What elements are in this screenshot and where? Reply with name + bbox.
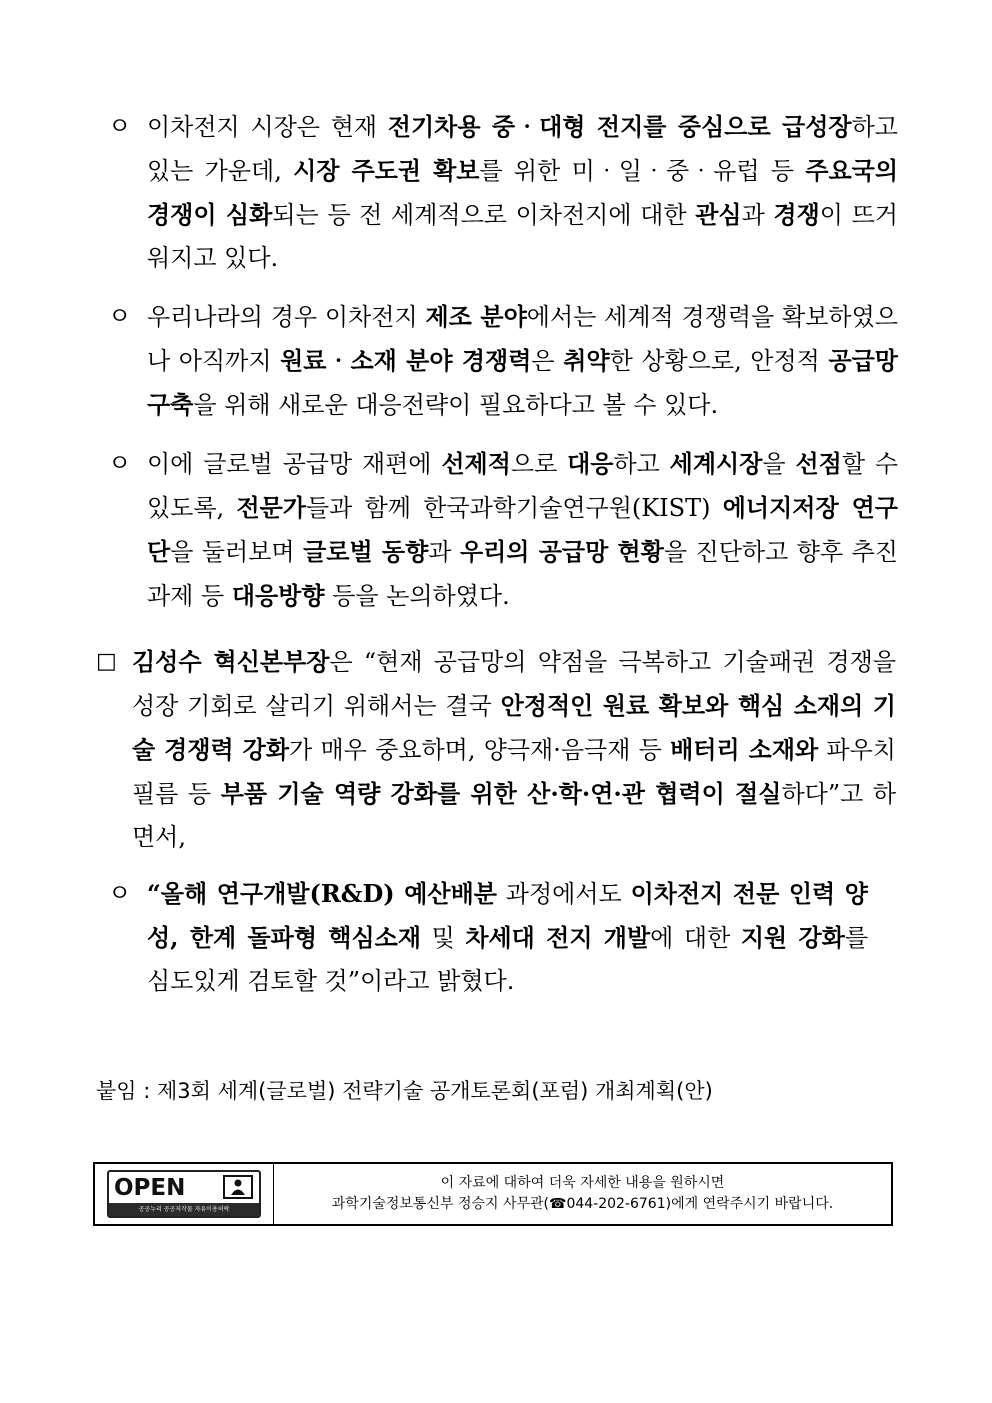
emphasis-text: 안정적인 원료 확보와 핵심 소재의 기술 경쟁력 강화 [132, 691, 896, 764]
emphasis-text: 부품 기술 역량 강화를 위한 산·학·연·관 협력이 절실 [220, 779, 782, 808]
emphasis-text: 취약 [563, 346, 610, 375]
body-text: 과 [428, 538, 460, 566]
body-text: 하다”고 하면서, [132, 780, 897, 851]
open-logo-word: OPEN [114, 1174, 186, 1201]
attachment-note: 붙임 : 제3회 세계(글로벌) 전략기술 공개토론회(포럼) 개최계획(안) [96, 1079, 713, 1103]
body-text: 이 뜨거워지고 있다. [147, 201, 898, 272]
contact-box [93, 1162, 893, 1226]
body-text: 에서는 세계적 경쟁력을 확보하였으나 아직까지 [147, 303, 898, 375]
body-text: 이에 글로벌 공급망 재편에 [147, 450, 442, 478]
emphasis-text: “올해 연구개발(R&D) 예산배분 [147, 879, 497, 908]
body-text: 을 진단하고 향후 추진과제 등 [147, 538, 898, 610]
body-text: 이차전지 시장은 현재 [147, 113, 388, 141]
body-text: 할 수 있도록, [147, 450, 899, 522]
body-text: 되는 등 전 세계적으로 이차전지에 대한 [272, 201, 696, 229]
emphasis-text: 우리의 공급망 현황 [459, 537, 664, 566]
paragraph-text [147, 442, 898, 618]
body-text: 은 “현재 공급망의 약점을 극복하고 기술패권 경쟁을 성장 기회로 살리기 위해서는 결국 [132, 648, 896, 720]
body-text: 을 둘러보며 [170, 538, 304, 566]
emphasis-text: 전기차용 중‧대형 전지를 중심으로 급성장 [387, 112, 852, 141]
circle-bullet-icon: ㅇ [108, 302, 132, 330]
emphasis-text: 원료‧소재 분야 경쟁력 [280, 346, 532, 375]
emphasis-text: 관심 [695, 200, 742, 229]
emphasis-text: 대응 [567, 449, 614, 478]
paragraph-korea-status [108, 295, 898, 427]
circle-bullet-icon: ㅇ [108, 879, 132, 907]
paragraph-market-competition [108, 105, 898, 280]
emphasis-text: 지원 강화 [740, 923, 845, 952]
contact-text-cell [274, 1164, 891, 1224]
body-text: 으로 [510, 450, 568, 478]
body-text: 은 [531, 347, 564, 375]
emphasis-text: 대응방향 [231, 581, 325, 610]
emphasis-text: 시장 주도권 확보 [293, 156, 480, 185]
emphasis-text: 전문가 [236, 493, 306, 522]
square-bullet-icon: □ [96, 649, 117, 674]
emphasis-text: 에너지저장 연구단 [147, 493, 898, 566]
body-text: 를 위한 미‧일‧중‧유럽 등 [479, 157, 806, 185]
paragraph-rnd-budget [108, 872, 868, 1003]
body-text: 들과 함께 한국과학기술연구원(KIST) [306, 494, 723, 522]
circle-bullet-icon: ㅇ [108, 449, 132, 477]
body-text: 과정에서도 [496, 880, 631, 908]
license-logo-cell [95, 1164, 274, 1224]
emphasis-text: 경쟁 [773, 200, 820, 229]
body-text: 및 [421, 924, 466, 952]
body-text: 가 매우 중요하며, 양극재·음극재 등 [289, 736, 671, 764]
emphasis-text: 이차전지 전문 인력 양성, 한계 돌파형 핵심소재 [147, 879, 868, 952]
emphasis-text: 배터리 소재와 [670, 735, 819, 764]
contact-line-1: 이 자료에 대하여 더욱 자세한 내용을 원하시면 [440, 1175, 725, 1191]
paragraph-text [147, 105, 898, 280]
body-text: 파우치 필름 등 [132, 736, 896, 808]
paragraph-text [147, 295, 898, 427]
emphasis-text: 공급망 구축 [147, 346, 898, 419]
body-text: 에 대한 [650, 924, 741, 952]
emphasis-text: 주요국의 경쟁이 심화 [147, 156, 899, 229]
emphasis-text: 제조 분야 [425, 302, 527, 331]
body-text: 을 위해 새로운 대응전략이 필요하다고 볼 수 있다. [193, 391, 719, 419]
emphasis-text: 선제적 [441, 449, 511, 478]
body-text: 하고 있는 가운데, [147, 113, 898, 185]
contact-line-2: 과학기술정보통신부 정승지 사무관(☎044-202-6761)에게 연락주시기 바랍니다. [331, 1196, 834, 1212]
open-license-logo [107, 1170, 261, 1218]
circle-bullet-icon: ㅇ [108, 112, 132, 140]
paragraph-text [147, 872, 868, 1003]
attribution-badge-icon [223, 1175, 253, 1199]
body-text: 한 상황으로, 안정적 [609, 347, 829, 375]
emphasis-text: 김성수 혁신본부장 [132, 647, 330, 676]
open-logo-caption: 공공누리 공공저작물 자유이용허락 [109, 1203, 259, 1216]
body-text: 을 [762, 450, 796, 478]
body-text: 우리나라의 경우 이차전지 [147, 303, 426, 331]
body-text: 하고 [613, 450, 670, 478]
paragraph-text [132, 640, 896, 859]
paragraph-kist-visit [108, 442, 898, 618]
body-text: 를 심도있게 검토할 것”이라고 밝혔다. [147, 924, 869, 995]
body-text: 과 [741, 201, 774, 229]
emphasis-text: 세계시장 [669, 449, 763, 478]
body-text: 등을 논의하였다. [324, 582, 510, 610]
paragraph-official-quote [96, 640, 896, 859]
emphasis-text: 글로벌 동향 [303, 537, 429, 566]
emphasis-text: 선점 [795, 449, 842, 478]
emphasis-text: 차세대 전지 개발 [465, 923, 651, 952]
